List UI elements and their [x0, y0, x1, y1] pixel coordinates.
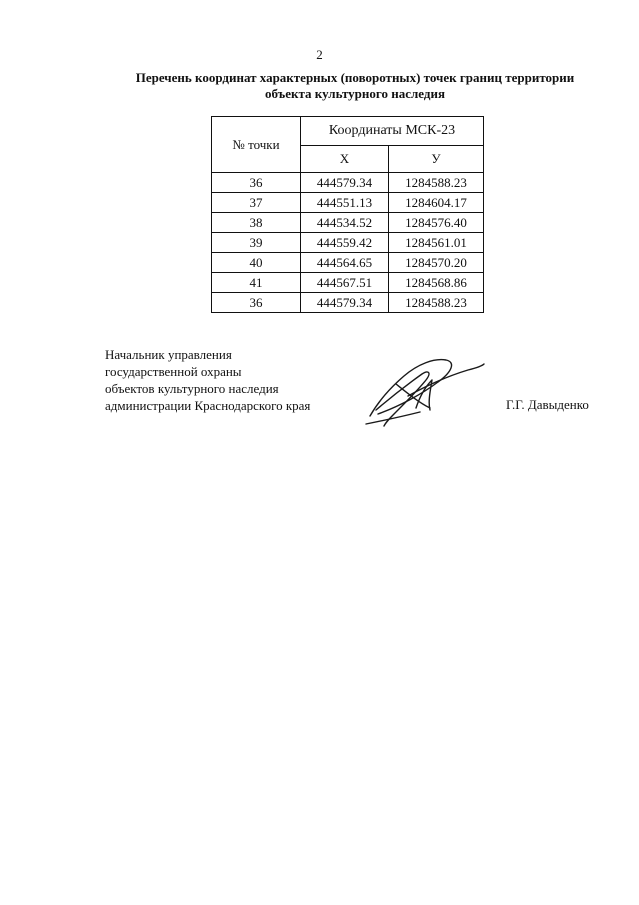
header-coordinates-group: Координаты МСК-23	[301, 117, 484, 146]
cell-y: 1284604.17	[389, 193, 484, 213]
signer-position-line: государственной охраны	[105, 364, 242, 379]
table-row	[212, 253, 484, 273]
table-row	[212, 193, 484, 213]
document-title-line-2: объекта культурного наследия	[265, 86, 445, 101]
header-point-number: № точки	[212, 117, 301, 173]
cell-point: 41	[212, 273, 301, 293]
cell-x: 444567.51	[301, 273, 389, 293]
cell-x: 444551.13	[301, 193, 389, 213]
coordinates-table	[211, 116, 484, 313]
cell-y: 1284576.40	[389, 213, 484, 233]
signer-position	[105, 346, 310, 414]
header-x: Х	[301, 146, 389, 173]
table-row	[212, 273, 484, 293]
cell-point: 39	[212, 233, 301, 253]
cell-point: 40	[212, 253, 301, 273]
cell-x: 444564.65	[301, 253, 389, 273]
cell-point: 38	[212, 213, 301, 233]
handwritten-signature	[356, 350, 486, 430]
document-title-line-1: Перечень координат характерных (поворотных) точек границ территории	[135, 70, 575, 85]
signer-name: Г.Г. Давыденко	[506, 397, 589, 412]
cell-x: 444579.34	[301, 173, 389, 193]
signer-position-line: администрации Краснодарского края	[105, 398, 311, 413]
table-row	[212, 233, 484, 253]
cell-y: 1284588.23	[389, 293, 484, 313]
cell-x: 444579.34	[301, 293, 389, 313]
table-row	[212, 213, 484, 233]
cell-y: 1284568.86	[389, 273, 484, 293]
header-y: У	[389, 146, 484, 173]
cell-point: 36	[212, 293, 301, 313]
cell-y: 1284588.23	[389, 173, 484, 193]
cell-x: 444534.52	[301, 213, 389, 233]
cell-y: 1284561.01	[389, 233, 484, 253]
cell-y: 1284570.20	[389, 253, 484, 273]
page-number: 2	[316, 47, 323, 62]
table-row	[212, 293, 484, 313]
cell-point: 36	[212, 173, 301, 193]
signer-position-line: объектов культурного наследия	[105, 381, 279, 396]
table-row	[212, 173, 484, 193]
cell-x: 444559.42	[301, 233, 389, 253]
cell-point: 37	[212, 193, 301, 213]
document-title	[95, 70, 615, 102]
signer-position-line: Начальник управления	[105, 347, 232, 362]
